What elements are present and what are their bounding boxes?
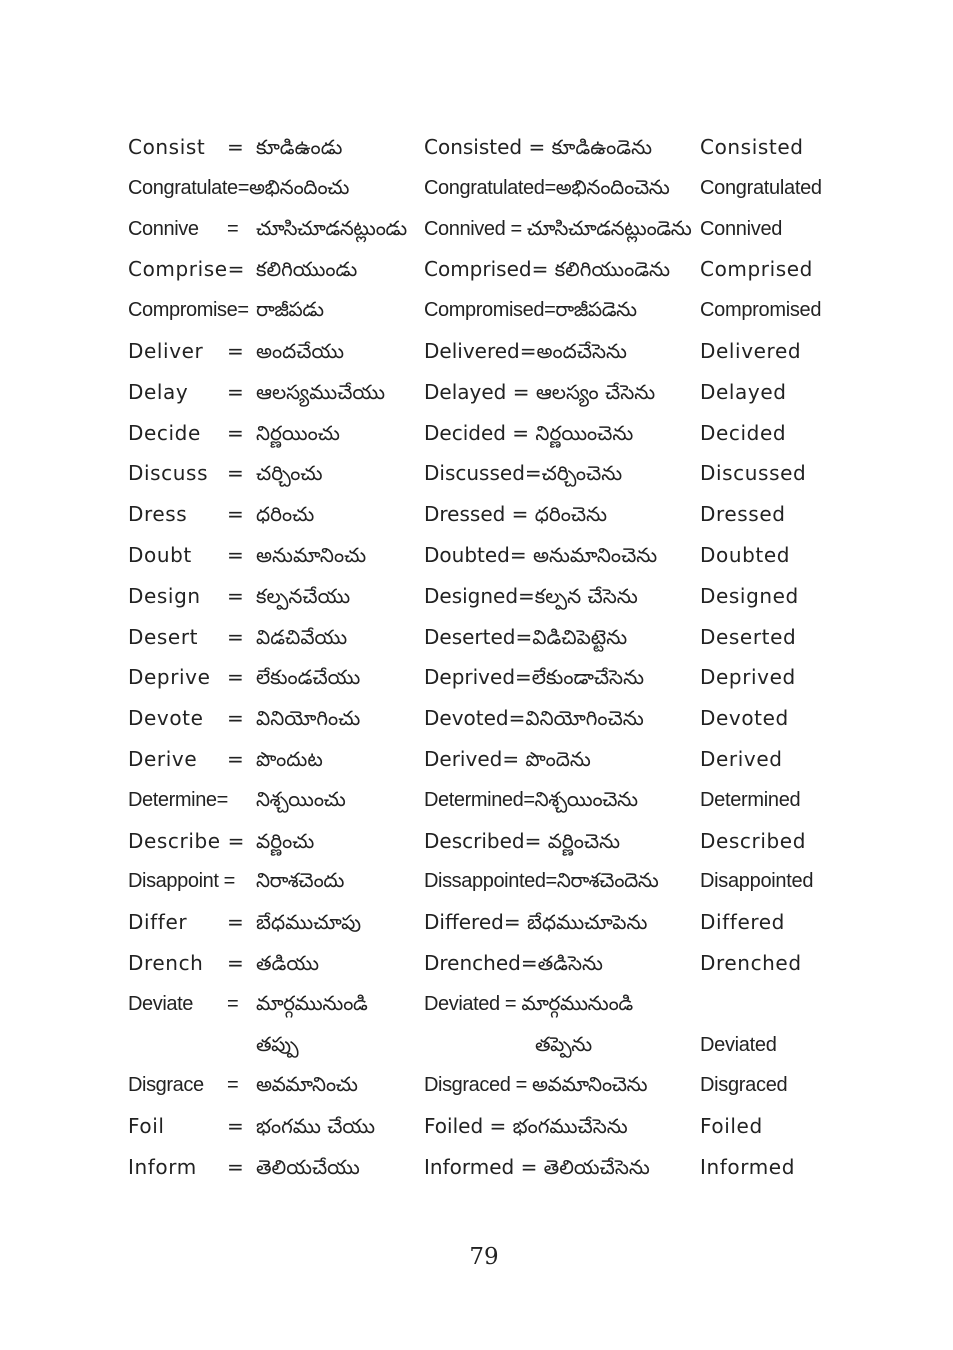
base-verb: Deliver	[128, 338, 204, 363]
telugu-meaning: తడియు	[256, 950, 319, 975]
table-row	[0, 861, 953, 902]
past-participle: Devoted	[700, 706, 789, 731]
past-participle: Delivered	[700, 338, 802, 363]
past-tense-meaning: Derived= పొందెను	[424, 746, 591, 771]
past-tense-meaning: Dissappointed=నిరాశచెందెను	[424, 870, 659, 893]
base-verb: Compromise=	[128, 299, 249, 322]
verb-table	[0, 127, 953, 1188]
table-row	[0, 453, 953, 494]
base-verb: Congratulate=అభినందించు	[128, 176, 349, 199]
telugu-meaning: అవమానించు	[256, 1074, 358, 1097]
past-participle: Decided	[700, 420, 787, 445]
equals-sign: =	[227, 1074, 239, 1097]
past-participle: Consisted	[700, 135, 804, 159]
base-verb: Design	[128, 583, 201, 608]
telugu-meaning: ఆలస్యముచేయు	[256, 379, 386, 404]
telugu-meaning: కల్పనచేయు	[256, 583, 351, 608]
past-participle: Deviated	[700, 1033, 777, 1056]
equals-sign: =	[227, 379, 244, 404]
past-participle: Disgraced	[700, 1074, 788, 1097]
base-verb: Drench	[128, 950, 204, 975]
table-row	[0, 984, 953, 1025]
past-tense-meaning: Drenched=తడిసెను	[424, 950, 603, 975]
telugu-meaning: అందచేయు	[256, 338, 345, 363]
past-participle: Designed	[700, 583, 799, 608]
table-row	[0, 576, 953, 617]
base-verb: Describe =	[128, 828, 246, 853]
past-participle: Doubted	[700, 542, 791, 567]
past-tense-meaning: Comprised= కలిగియుండెను	[424, 257, 670, 282]
telugu-meaning: లేకుండచేయు	[256, 665, 361, 690]
table-row	[0, 698, 953, 739]
telugu-meaning: నిశ్చయించు	[256, 788, 346, 811]
telugu-meaning: నిరాశచెందు	[256, 870, 344, 893]
equals-sign: =	[227, 992, 239, 1015]
equals-sign: =	[227, 338, 244, 363]
base-verb: Discuss	[128, 461, 209, 486]
base-verb: Desert	[128, 624, 199, 649]
equals-sign: =	[227, 583, 244, 608]
base-verb: Comprise=	[128, 257, 246, 282]
table-row	[0, 1065, 953, 1106]
table-row	[0, 372, 953, 413]
table-row	[0, 494, 953, 535]
equals-sign: =	[227, 950, 244, 975]
past-tense-meaning: Dressed = ధరించెను	[424, 502, 608, 527]
base-verb: Connive	[128, 217, 199, 240]
past-tense-meaning: Foiled = భంగముచేసెను	[424, 1114, 628, 1139]
telugu-meaning: తప్పు	[256, 1033, 299, 1056]
table-row	[0, 1025, 953, 1066]
past-tense-meaning: Differed= బేధముచూపెను	[424, 910, 648, 935]
past-participle: Congratulated	[700, 176, 822, 199]
base-verb: Foil	[128, 1114, 165, 1139]
table-row	[0, 209, 953, 250]
telugu-meaning: వర్ణించు	[256, 828, 315, 853]
base-verb: Disappoint =	[128, 870, 235, 893]
past-tense-meaning: Congratulated=అభినందించెను	[424, 176, 670, 199]
past-tense-meaning: Connived = చూసిచూడనట్లుండెను	[424, 217, 692, 240]
equals-sign: =	[227, 746, 244, 771]
equals-sign: =	[227, 665, 244, 690]
telugu-meaning: రాజీపడు	[256, 299, 324, 322]
equals-sign: =	[227, 1154, 244, 1179]
table-row	[0, 168, 953, 209]
base-verb: Determine=	[128, 788, 228, 811]
past-participle: Discussed	[700, 461, 807, 486]
past-participle: Informed	[700, 1154, 796, 1179]
past-participle: Derived	[700, 746, 783, 771]
telugu-meaning: తెలియచేయు	[256, 1154, 360, 1179]
equals-sign: =	[227, 217, 239, 240]
telugu-meaning: మార్గమునుండి	[256, 992, 368, 1015]
telugu-meaning: వినియోగించు	[256, 706, 361, 731]
table-row	[0, 290, 953, 331]
table-row	[0, 739, 953, 780]
past-tense-meaning: Devoted=వినియోగించెను	[424, 706, 644, 731]
equals-sign: =	[227, 1114, 244, 1139]
telugu-meaning: చూసిచూడనట్లుండు	[256, 217, 407, 240]
past-participle: Disappointed	[700, 870, 814, 893]
base-verb: Doubt	[128, 542, 192, 567]
past-participle: Foiled	[700, 1114, 763, 1139]
table-row	[0, 1147, 953, 1188]
table-row	[0, 1106, 953, 1147]
table-row	[0, 617, 953, 658]
equals-sign: =	[227, 420, 244, 445]
equals-sign: =	[227, 461, 244, 486]
equals-sign: =	[227, 502, 244, 527]
telugu-meaning: కూడిఉండు	[256, 135, 343, 159]
past-participle: Comprised	[700, 257, 813, 282]
past-tense-meaning-continued: తప్పెను	[535, 1033, 592, 1056]
base-verb: Dress	[128, 502, 188, 527]
past-participle: Compromised	[700, 299, 822, 322]
past-tense-meaning: Doubted= అనుమానించెను	[424, 542, 658, 567]
telugu-meaning: బేధముచూపు	[256, 910, 362, 935]
past-participle: Dressed	[700, 502, 786, 527]
past-tense-meaning: Determined=నిశ్చయించెను	[424, 788, 638, 811]
past-participle: Deprived	[700, 665, 796, 690]
table-row	[0, 902, 953, 943]
telugu-meaning: పొందుట	[256, 746, 323, 771]
telugu-meaning: అనుమానించు	[256, 542, 367, 567]
base-verb: Inform	[128, 1154, 197, 1179]
equals-sign: =	[227, 910, 244, 935]
telugu-meaning: కలిగియుండు	[256, 257, 358, 282]
past-participle: Described	[700, 828, 806, 853]
base-verb: Devote	[128, 706, 204, 731]
equals-sign: =	[227, 542, 244, 567]
table-row	[0, 943, 953, 984]
equals-sign: =	[227, 706, 244, 731]
past-tense-meaning: Compromised=రాజీపడెను	[424, 299, 637, 322]
past-tense-meaning: Decided = నిర్ణయించెను	[424, 420, 634, 445]
table-row	[0, 535, 953, 576]
equals-sign: =	[227, 135, 244, 159]
table-row	[0, 413, 953, 454]
past-tense-meaning: Discussed=చర్చించెను	[424, 461, 623, 486]
past-tense-meaning: Deprived=లేకుండాచేసెను	[424, 665, 645, 690]
past-tense-meaning: Designed=కల్పన చేసెను	[424, 583, 638, 608]
past-participle: Differed	[700, 910, 785, 935]
table-row	[0, 821, 953, 862]
telugu-meaning: ధరించు	[256, 502, 315, 527]
past-participle: Drenched	[700, 950, 802, 975]
telugu-meaning: చర్చించు	[256, 461, 323, 486]
past-participle: Delayed	[700, 379, 787, 404]
page-number: 79	[469, 1244, 499, 1270]
base-verb: Disgrace	[128, 1074, 204, 1097]
past-tense-meaning: Informed = తెలియచేసెను	[424, 1154, 650, 1179]
base-verb: Delay	[128, 379, 189, 404]
table-row	[0, 331, 953, 372]
base-verb: Consist	[128, 135, 206, 159]
past-tense-meaning: Delayed = ఆలస్యం చేసెను	[424, 379, 656, 404]
past-tense-meaning: Described= వర్ణించెను	[424, 828, 621, 853]
past-tense-meaning: Consisted = కూడిఉండెను	[424, 135, 653, 159]
equals-sign: =	[227, 624, 244, 649]
past-tense-meaning: Delivered=అందచేసెను	[424, 338, 627, 363]
base-verb: Deviate	[128, 992, 194, 1015]
table-row	[0, 127, 953, 168]
past-participle: Connived	[700, 217, 783, 240]
base-verb: Decide	[128, 420, 201, 445]
past-tense-meaning: Deviated = మార్గమునుండి	[424, 992, 633, 1015]
table-row	[0, 780, 953, 821]
past-tense-meaning: Disgraced = అవమానించెను	[424, 1074, 648, 1097]
past-participle: Deserted	[700, 624, 797, 649]
base-verb: Deprive	[128, 665, 211, 690]
telugu-meaning: విడచివేయు	[256, 624, 348, 649]
base-verb: Derive	[128, 746, 198, 771]
base-verb: Differ	[128, 910, 188, 935]
table-row	[0, 249, 953, 290]
telugu-meaning: నిర్ణయించు	[256, 420, 340, 445]
past-tense-meaning: Deserted=విడిచిపెట్టెను	[424, 624, 628, 649]
past-participle: Determined	[700, 788, 801, 811]
telugu-meaning: భంగము చేయు	[256, 1114, 376, 1139]
table-row	[0, 657, 953, 698]
